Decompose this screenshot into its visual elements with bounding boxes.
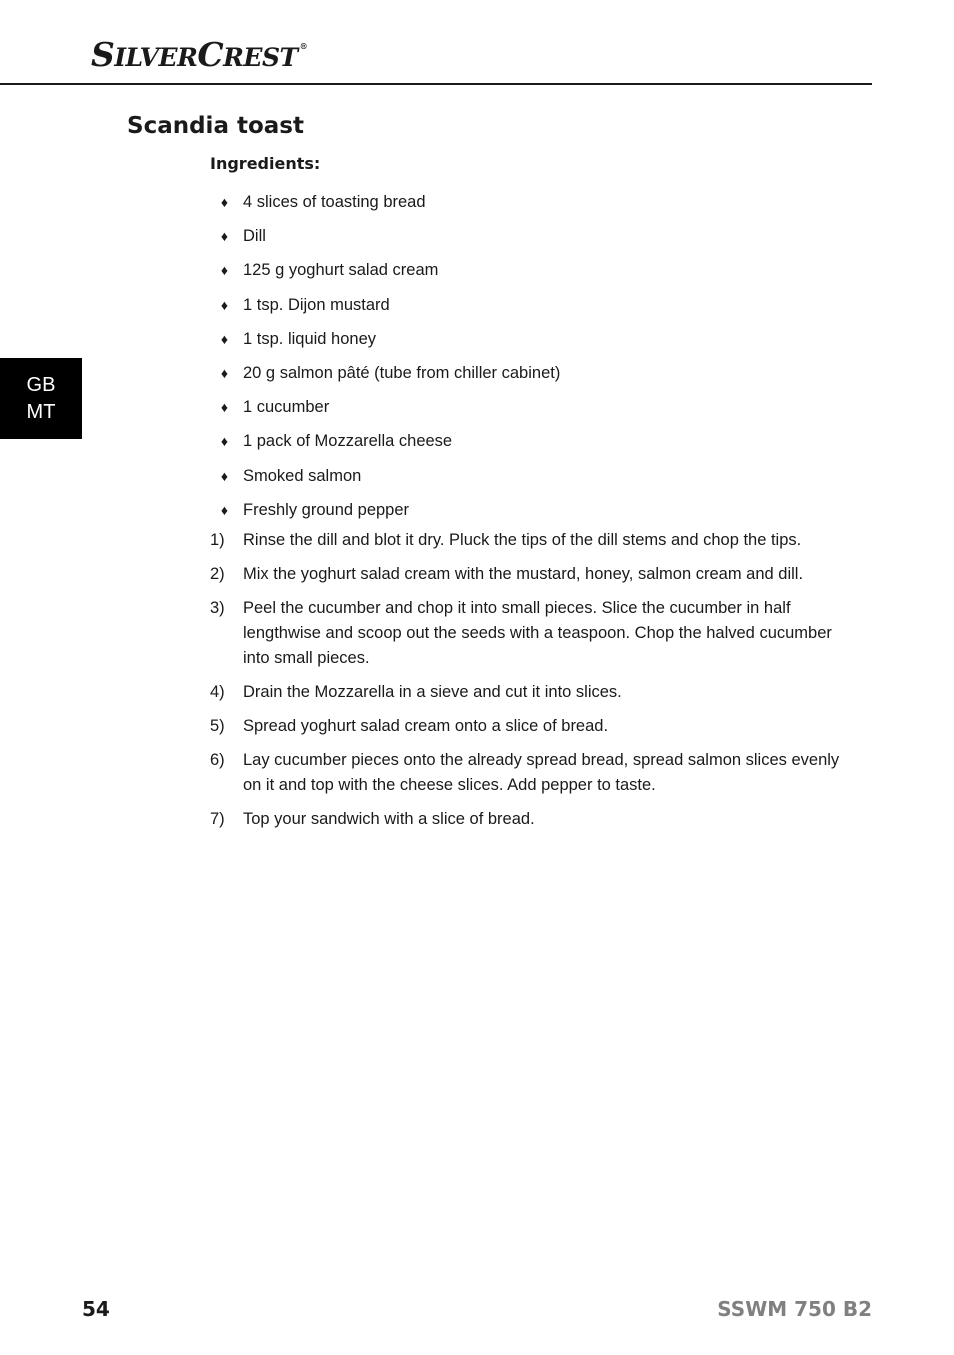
step-number: 3) — [210, 599, 225, 617]
step-item — [210, 714, 850, 739]
ingredient-text: Freshly ground pepper — [243, 500, 410, 519]
steps-list — [210, 528, 850, 841]
list-item — [210, 257, 850, 291]
brand-letter-s: S — [91, 35, 115, 74]
diamond-bullet-icon: ♦ — [220, 399, 229, 416]
brand-text-rest: REST — [223, 43, 298, 72]
list-item — [210, 360, 850, 394]
step-number: 2) — [210, 565, 225, 583]
diamond-bullet-icon: ♦ — [220, 467, 229, 484]
step-item — [210, 748, 850, 798]
step-number: 4) — [210, 683, 225, 701]
list-item — [210, 463, 850, 497]
ingredient-text: Dill — [243, 227, 266, 246]
step-number: 1) — [210, 531, 225, 549]
list-item — [210, 292, 850, 326]
step-number: 7) — [210, 810, 225, 828]
ingredient-text: 1 tsp. Dijon mustard — [243, 295, 390, 314]
registered-mark: ® — [299, 41, 308, 51]
step-item — [210, 528, 850, 553]
ingredients-heading: Ingredients: — [210, 154, 321, 173]
step-item — [210, 807, 850, 832]
step-number: 5) — [210, 717, 225, 735]
diamond-bullet-icon: ♦ — [220, 194, 229, 210]
ingredient-text: 1 tsp. liquid honey — [243, 329, 377, 348]
step-text: Mix the yoghurt salad cream with the mustard, honey, salmon cream and dill. — [243, 565, 804, 583]
model-number: SSWM 750 B2 — [717, 1297, 872, 1321]
step-text: Drain the Mozzarella in a sieve and cut it into slices. — [243, 683, 622, 701]
ingredients-list — [210, 189, 850, 531]
diamond-bullet-icon: ♦ — [220, 364, 229, 381]
list-item — [210, 394, 850, 428]
recipe-title: Scandia toast — [127, 113, 304, 139]
ingredient-text: 4 slices of toasting bread — [243, 193, 426, 211]
ingredient-text: 1 pack of Mozzarella cheese — [243, 432, 453, 451]
ingredient-text: 125 g yoghurt salad cream — [243, 261, 439, 280]
list-item — [210, 326, 850, 360]
list-item — [210, 428, 850, 462]
brand-letter-c: C — [197, 35, 224, 74]
step-item — [210, 562, 850, 587]
diamond-bullet-icon: ♦ — [220, 501, 229, 518]
language-code-gb: GB — [26, 373, 56, 396]
ingredient-text: 20 g salmon pâté (tube from chiller cabinet) — [243, 363, 561, 382]
header-divider — [0, 83, 872, 85]
list-item — [210, 497, 850, 531]
list-item — [210, 223, 850, 257]
language-tab — [0, 358, 82, 439]
diamond-bullet-icon: ♦ — [220, 433, 229, 450]
diamond-bullet-icon: ♦ — [220, 330, 229, 347]
step-text: Top your sandwich with a slice of bread. — [243, 810, 535, 828]
brand-text-ilver: ILVER — [114, 43, 198, 72]
language-code-mt: MT — [26, 400, 56, 423]
step-number: 6) — [210, 751, 225, 769]
step-text: Lay cucumber pieces onto the already spread bread, spread salmon slices evenly on it and top with the cheese slices. Add pepper to taste. — [243, 751, 840, 794]
brand-logo — [91, 35, 308, 74]
step-item — [210, 680, 850, 705]
diamond-bullet-icon: ♦ — [220, 262, 229, 279]
list-item — [210, 189, 850, 223]
ingredient-text: 1 cucumber — [243, 398, 330, 417]
step-text: Peel the cucumber and chop it into small pieces. Slice the cucumber in half lengthwise and scoop out the seeds with a teaspoon. Chop the halved cucumber into small pieces. — [243, 599, 832, 667]
page-number: 54 — [82, 1297, 110, 1321]
step-text: Spread yoghurt salad cream onto a slice of bread. — [243, 717, 609, 735]
step-text: Rinse the dill and blot it dry. Pluck the tips of the dill stems and chop the tips. — [243, 531, 802, 549]
diamond-bullet-icon: ♦ — [220, 228, 229, 245]
diamond-bullet-icon: ♦ — [220, 296, 229, 313]
ingredient-text: Smoked salmon — [243, 466, 362, 485]
step-item — [210, 596, 850, 671]
